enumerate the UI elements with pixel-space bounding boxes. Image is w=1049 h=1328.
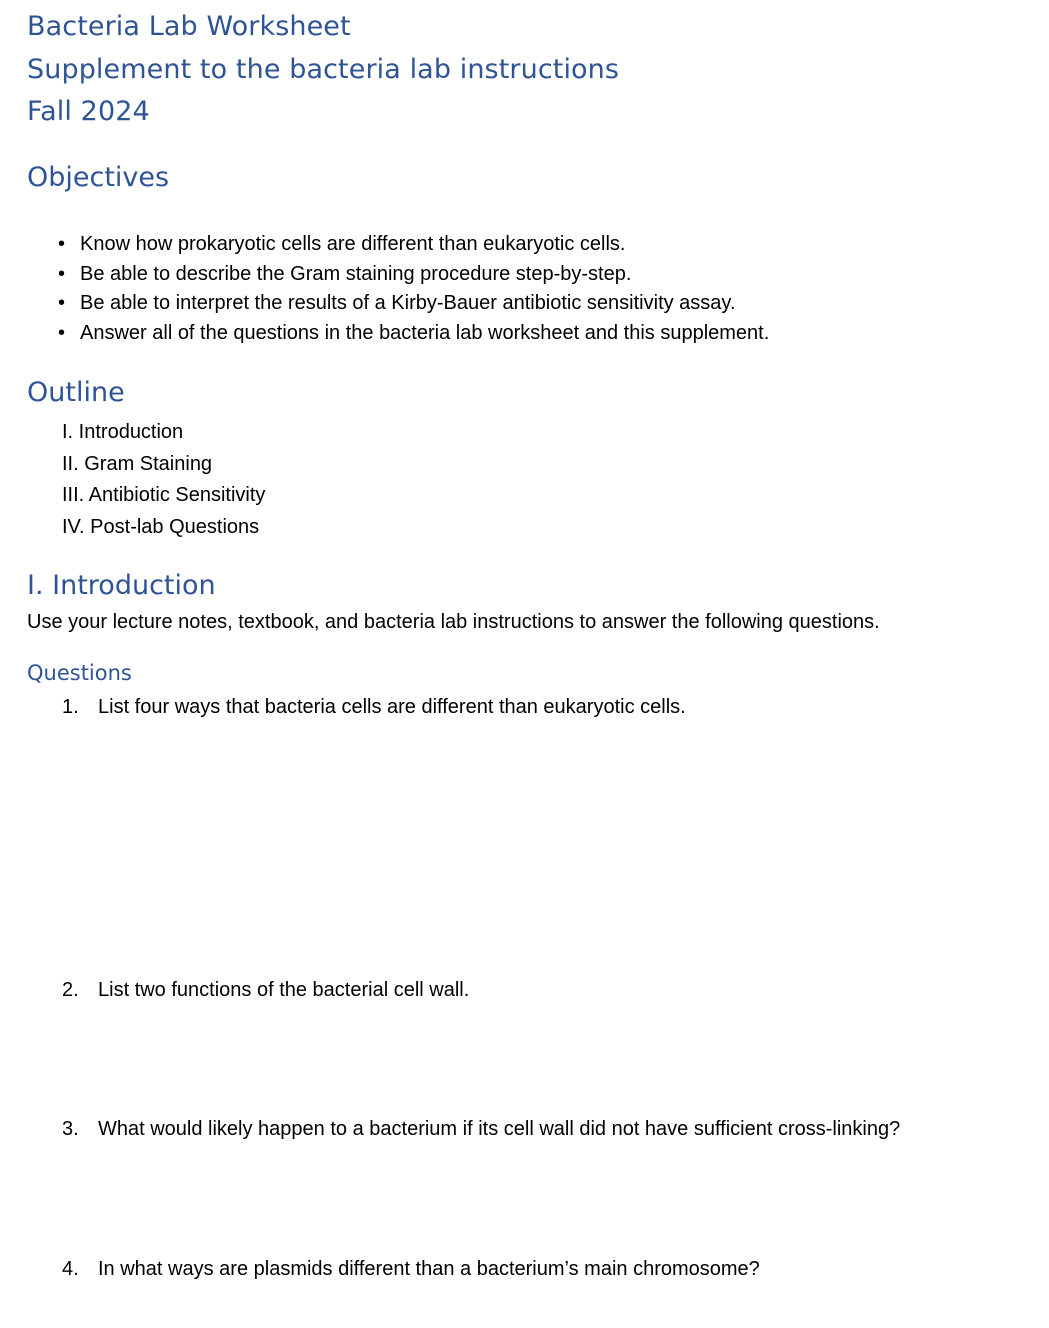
question-1 <box>62 694 686 720</box>
question-3 <box>62 1116 900 1142</box>
outline-item: I. Introduction <box>62 421 184 443</box>
document-subtitle: Supplement to the bacteria lab instructions <box>27 54 620 85</box>
objective-text: Be able to interpret the results of a Kirby-Bauer antibiotic sensitivity assay. <box>80 292 736 314</box>
objective-text: Answer all of the questions in the bacteria lab worksheet and this supplement. <box>80 321 770 344</box>
objective-text: Know how prokaryotic cells are different than eukaryotic cells. <box>80 233 626 255</box>
question-text: What would likely happen to a bacterium if its cell wall did not have sufficient cross-linking? <box>98 1118 901 1140</box>
question-number: 1. <box>62 696 79 718</box>
bullet-icon: • <box>58 321 66 344</box>
introduction-heading: I. Introduction <box>27 570 216 601</box>
document-term: Fall 2024 <box>27 96 150 127</box>
list-item <box>56 289 769 319</box>
objective-text: Be able to describe the Gram staining procedure step-by-step. <box>80 262 632 285</box>
outline-list <box>62 417 265 543</box>
question-4 <box>62 1256 760 1282</box>
bullet-icon: • <box>58 262 66 285</box>
objectives-list <box>56 230 769 348</box>
question-text: List four ways that bacteria cells are different than eukaryotic cells. <box>98 696 686 718</box>
document-title: Bacteria Lab Worksheet <box>27 11 351 42</box>
outline-item: II. Gram Staining <box>62 452 213 475</box>
question-number: 3. <box>62 1118 79 1140</box>
question-text: List two functions of the bacterial cell wall. <box>98 979 470 1001</box>
introduction-instructions: Use your lecture notes, textbook, and bacteria lab instructions to answer the following questions. <box>27 611 880 633</box>
outline-heading: Outline <box>27 377 125 408</box>
questions-heading: Questions <box>27 661 132 685</box>
outline-item: IV. Post-lab Questions <box>62 515 260 538</box>
question-number: 4. <box>62 1258 79 1280</box>
outline-item: III. Antibiotic Sensitivity <box>62 484 266 506</box>
objectives-heading: Objectives <box>27 162 170 193</box>
bullet-icon: • <box>58 233 66 255</box>
list-item <box>56 260 769 290</box>
question-2 <box>62 977 469 1003</box>
bullet-icon: • <box>58 292 66 314</box>
question-number: 2. <box>62 979 79 1001</box>
question-text: In what ways are plasmids different than a bacterium’s main chromosome? <box>98 1258 760 1280</box>
list-item <box>56 319 769 349</box>
list-item <box>56 230 769 260</box>
